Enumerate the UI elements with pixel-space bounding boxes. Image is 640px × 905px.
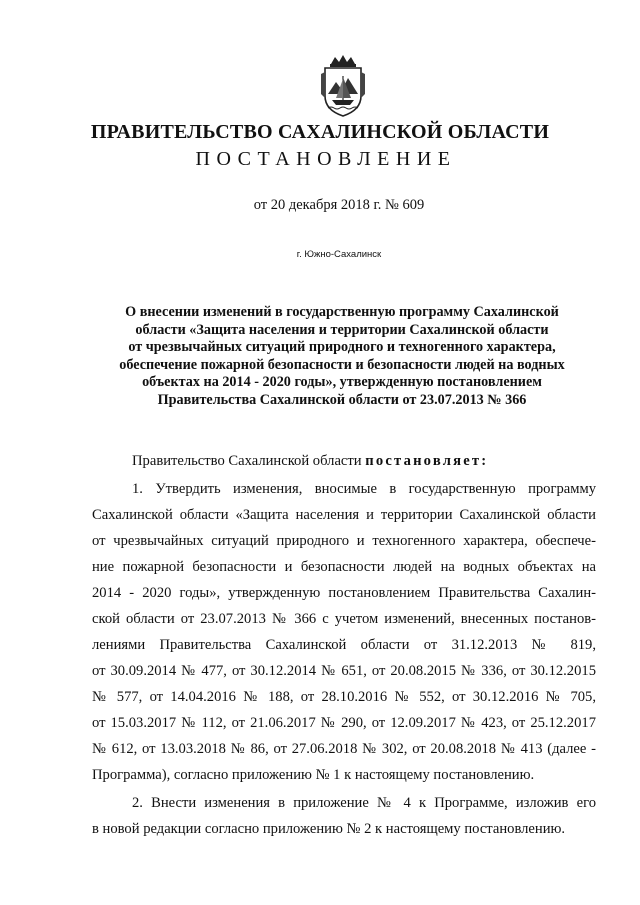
- subject-line: О внесении изменений в государственную программу Сахалинской: [125, 304, 559, 320]
- issuing-city: г. Южно-Сахалинск: [296, 249, 382, 260]
- paragraph-line: Сахалинской области «Защита населения и территории Сахалинской области: [92, 507, 596, 523]
- paragraph-line: ской области от 23.07.2013 № 366 с учетом изменений, внесенных постанов-: [92, 611, 596, 627]
- subject-line: области «Защита населения и территории Сахалинской области: [135, 321, 549, 338]
- document-subject: [90, 304, 594, 410]
- decree-intro: [92, 448, 596, 474]
- intro-emphasis: постановляет:: [365, 453, 489, 469]
- paragraph-1: [92, 476, 596, 788]
- paragraph-line: от 30.09.2014 № 477, от 30.12.2014 № 651, от 20.08.2015 № 336, от 30.12.2015: [92, 663, 596, 679]
- document-type: ПОСТАНОВЛЕНИЕ: [195, 148, 457, 170]
- organization-title: ПРАВИТЕЛЬСТВО САХАЛИНСКОЙ ОБЛАСТИ: [90, 121, 550, 143]
- paragraph-line: от чрезвычайных ситуаций природного и техногенного характера, обеспече-: [92, 533, 596, 549]
- document-date-number: от 20 декабря 2018 г. № 609: [253, 197, 425, 213]
- paragraph-line: 2014 - 2020 годы», утвержденную постановлением Правительства Сахалин-: [92, 585, 596, 601]
- subject-line: объектах на 2014 - 2020 годы», утвержденную постановлением: [142, 374, 542, 391]
- paragraph-line: Программа), согласно приложению № 1 к настоящему постановлению.: [92, 767, 535, 783]
- paragraph-line: № 577, от 14.04.2016 № 188, от 28.10.2016 № 552, от 30.12.2016 № 705,: [92, 689, 596, 705]
- subject-line: от чрезвычайных ситуаций природного и техногенного характера,: [128, 339, 556, 356]
- subject-line: Правительства Сахалинской области от 23.07.2013 № 366: [157, 391, 527, 408]
- paragraph-line: лениями Правительства Сахалинской области от 31.12.2013 № 819,: [92, 637, 596, 653]
- paragraph-line: ние пожарной безопасности и безопасности людей на водных объектах на: [92, 559, 596, 575]
- paragraph-line: 2. Внести изменения в приложение № 4 к Программе, изложив его: [132, 795, 596, 811]
- paragraph-line: от 15.03.2017 № 112, от 21.06.2017 № 290, от 12.09.2017 № 423, от 25.12.2017: [92, 715, 596, 731]
- coat-of-arms-icon: [317, 54, 369, 118]
- paragraph-line: 1. Утвердить изменения, вносимые в государственную программу: [132, 481, 596, 497]
- paragraph-line: № 612, от 13.03.2018 № 86, от 27.06.2018 № 302, от 20.08.2018 № 413 (далее -: [92, 741, 596, 757]
- subject-line: обеспечение пожарной безопасности и безопасности людей на водных: [119, 356, 565, 373]
- paragraph-2: [92, 790, 596, 842]
- intro-text: Правительство Сахалинской области: [132, 453, 366, 469]
- paragraph-line: в новой редакции согласно приложению № 2 к настоящему постановлению.: [92, 821, 566, 837]
